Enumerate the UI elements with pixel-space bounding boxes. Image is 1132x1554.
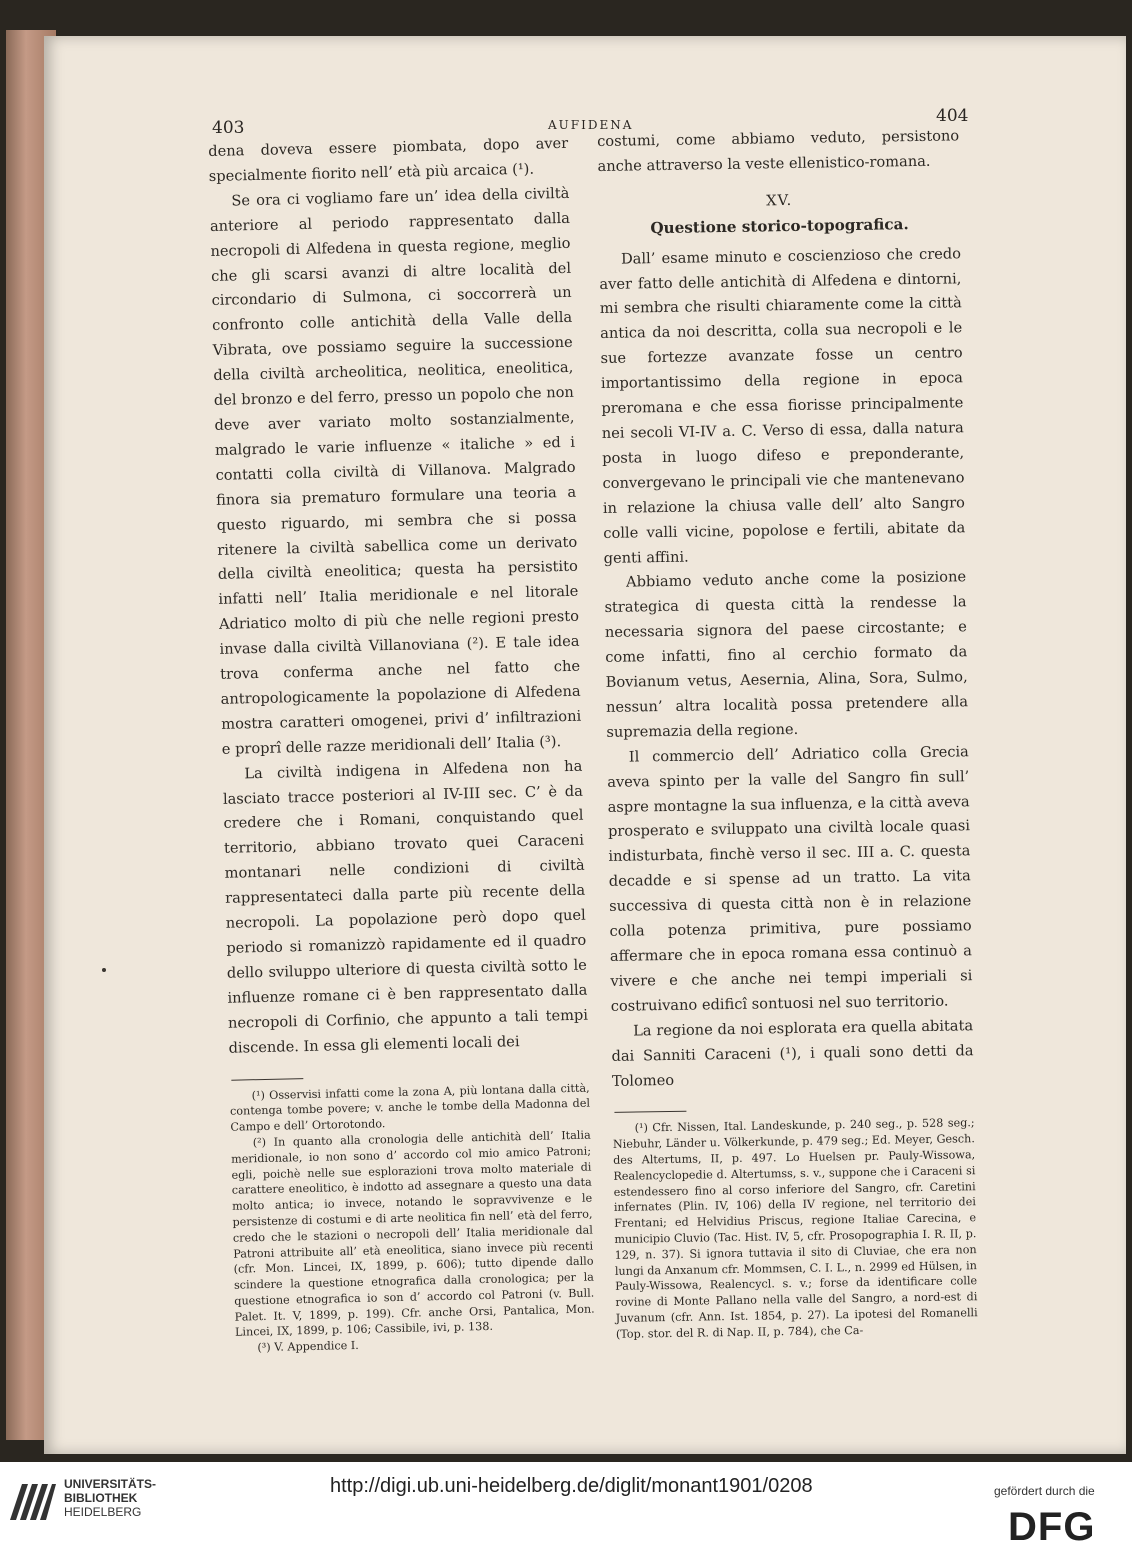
library-name: UNIVERSITÄTS- BIBLIOTHEK HEIDELBERG	[64, 1477, 157, 1519]
paragraph: Abbiamo veduto anche come la posizione strategica di questa città la rendesse la necessaria signora del paese circostante; e come infatti, fino al cerchio formato da Bovianum vetus, Aesernia, Alina, Sora, Sulmo, nessun’ altra località possa pretendere alla supremazia della regione.	[604, 568, 969, 741]
ink-speck	[102, 968, 106, 972]
running-title: AUFIDENA	[548, 118, 634, 132]
footnote: (²) In quanto alla cronologia delle antichità dell’ Italia meridionale, io non sono d’ accordo col mio amico Patroni; egli, poichè nelle sue esplorazioni trova molto materiale di carattere eneolitico, è indotto ad assegnare a questo una data molto antica; io invece, notando le sopravvivenze e le persistenze di costumi e di arte neolitica fin nell’ età del ferro, credo che le stazioni o necropoli dell’ Italia meridionale dal Patroni attribuite all’ età eneolitica, siano invece più recenti (cfr. Mon. Lincei, IX, 1899, p. 606); tutto dipende dallo scindere la questione etnografica dalla cronologica; per la questione etnografica io son d’ accordo col Patroni (v. Bull. Palet. It. V, 1899, p. 199). Cfr. anche Orsi, Pantalica, Mon. Lincei, IX, 1899, p. 106; Cassibile, ivi, p. 138.	[230, 1128, 595, 1340]
dfg-logo: DFG	[1008, 1505, 1096, 1549]
section-title: Questione storico-topografica.	[650, 214, 909, 237]
right-page-number: 404	[936, 106, 969, 126]
paragraph: Se ora ci vogliamo fare un’ idea della civiltà anteriore al periodo rappresentato dalla necropoli di Alfedena in questa regione, meglio che gli scarsi avanzi di altre località del circondario di Sulmona, ci soccorrerà un confronto colle antichità della Valle della Vibrata, ove possiamo seguire la successione della civiltà archeolitica, neolitica, eneolitica, del bronzo e del ferro, presso un popolo che non deve aver variato molto sostanzialmente, malgrado le varie influenze « italiche » ed i contatti colla civiltà di Villanova. Malgrado finora sia prematuro formulare una teoria a questo riguardo, mi sembra che si possa ritenere la civiltà sabellica come un derivato della civiltà eneolitica; questa ha persistito infatti nell’ Italia meridionale e nel litorale Adriatico molto di più che nelle regioni presto invase dalla civiltà Villanoviana (²). E tale idea trova conferma anche nel fatto che antropologicamente la popolazione di Alfedena mostra caratteri omogenei, privi d’ infiltrazioni e proprî delle razze meridionali dell’ Italia (³).	[209, 184, 582, 758]
funding-note: gefördert durch die	[994, 1484, 1095, 1498]
left-page-number: 403	[212, 118, 245, 138]
right-text-column	[597, 124, 978, 1342]
university-logo-icon	[8, 1472, 58, 1522]
paragraph: La civiltà indigena in Alfedena non ha lasciato tracce posteriori al IV-III sec. C’ è da credere che i Romani, conquistando quel territorio, abbiano trovato quei Caraceni montanari nelle condizioni di civiltà rappresentateci dalla parte più recente della necropoli. La popolazione però dopo quel periodo si romanizzò rapidamente ed il quadro dello sviluppo ulteriore di questa civiltà sotto le influenze romane ci è ben rappresentato dalla necropoli di Corfinio, che appunto a tali tempi discende. In essa gli elementi locali dei	[222, 757, 589, 1057]
footnote: (¹) Cfr. Nissen, Ital. Landeskunde, p. 240 seg., p. 528 seg.; Niebuhr, Länder u. Völkerkunde, p. 479 seg.; Ed. Meyer, Gesch. des Altertums, II, p. 497. Lo Huelsen pr. Pauly-Wissowa, Realencyclopedie d. Altertumss, s. v., suppone che i Caraceni si estendessero fino al corso inferiore del Sangro, cfr. Caretini infernates (Plin. IV, 106) della IV regione, nel territorio dei Frentani; ed Helvidius Priscus, regione Italiae Carecina, e municipio Cluvio (Tac. Hist. IV, 5, cfr. Prosopographia I. R. II, p. 129, n. 37). Si ignora tuttavia il sito di Cluviae, che era non lungi da Anxanum cfr. Mommsen, C. I. L., n. 2999 ed Hülsen, in Pauly-Wissowa, Realencycl. s. v.; forse da identificare colle rovine di Monte Pallano nella valle del Sangro, a nord-est di Juvanum (cfr. Ann. Ist. 1854, p. 27). La ipotesi del Romanelli (Top. stor. del R. di Nap. II, p. 784), che Ca-	[612, 1116, 978, 1341]
footnote-separator	[614, 1111, 686, 1113]
paragraph: costumi, come abbiamo veduto, persistono anche attraverso la veste ellenistico-romana.	[597, 127, 960, 175]
footnotes	[230, 1080, 596, 1357]
footnote: (³) V. Appendice I.	[257, 1339, 359, 1355]
section-number: XV.	[765, 191, 793, 210]
footnotes	[613, 1116, 978, 1343]
left-text-column	[208, 132, 596, 1357]
paragraph: dena doveva essere piombata, dopo aver specialmente fiorito nell’ età più arcaica (¹).	[208, 134, 569, 185]
paragraph: La regione da noi esplorata era quella abitata dai Sanniti Caraceni (¹), i quali sono detti da Tolomeo	[611, 1016, 974, 1090]
paragraph: Il commercio dell’ Adriatico colla Grecia aveva spinto per la valle del Sangro fin sull’ aspre montagne la sua influenza, e la città aveva prosperato e sviluppato una civiltà locale quasi indisturbata, finchè verso il sec. III a. C. questa decadde e si spense ad un tratto. La vita successiva di questa città non è in relazione colla potenza primitiva, pure possiamo affermare che in epoca romana essa continuò a vivere e che anche nei tempi imperiali si costruivano edificî sontuosi nel suo territorio.	[607, 742, 973, 1015]
paragraph: Dall’ esame minuto e coscienzioso che credo aver fatto delle antichità di Alfedena e dintorni, mi sembra che risulti chiaramente come la città antica da noi descritta, colla sua necropoli e le sue fortezze avanzate fosse un centro importantissimo della regione in epoca preromana e che essa fiorisse principalmente nei secoli VI-IV a. C. Verso di essa, dalla natura posta in luogo difeso e preponderante, convergevano le principali vie che mantenevano in relazione la chiusa valle dell’ alto Sangro colle valli vicine, popolose e fertili, abitate da genti affini.	[599, 244, 966, 567]
permalink-url[interactable]: http://digi.ub.uni-heidelberg.de/diglit/monant1901/0208	[330, 1475, 813, 1497]
footnote-separator	[231, 1078, 303, 1081]
footnote: (¹) Osservisi infatti come la zona A, più lontana dalla città, contenga tombe povere; v. anche le tombe della Madonna del Campo e dell’ Ortorotondo.	[229, 1081, 591, 1134]
